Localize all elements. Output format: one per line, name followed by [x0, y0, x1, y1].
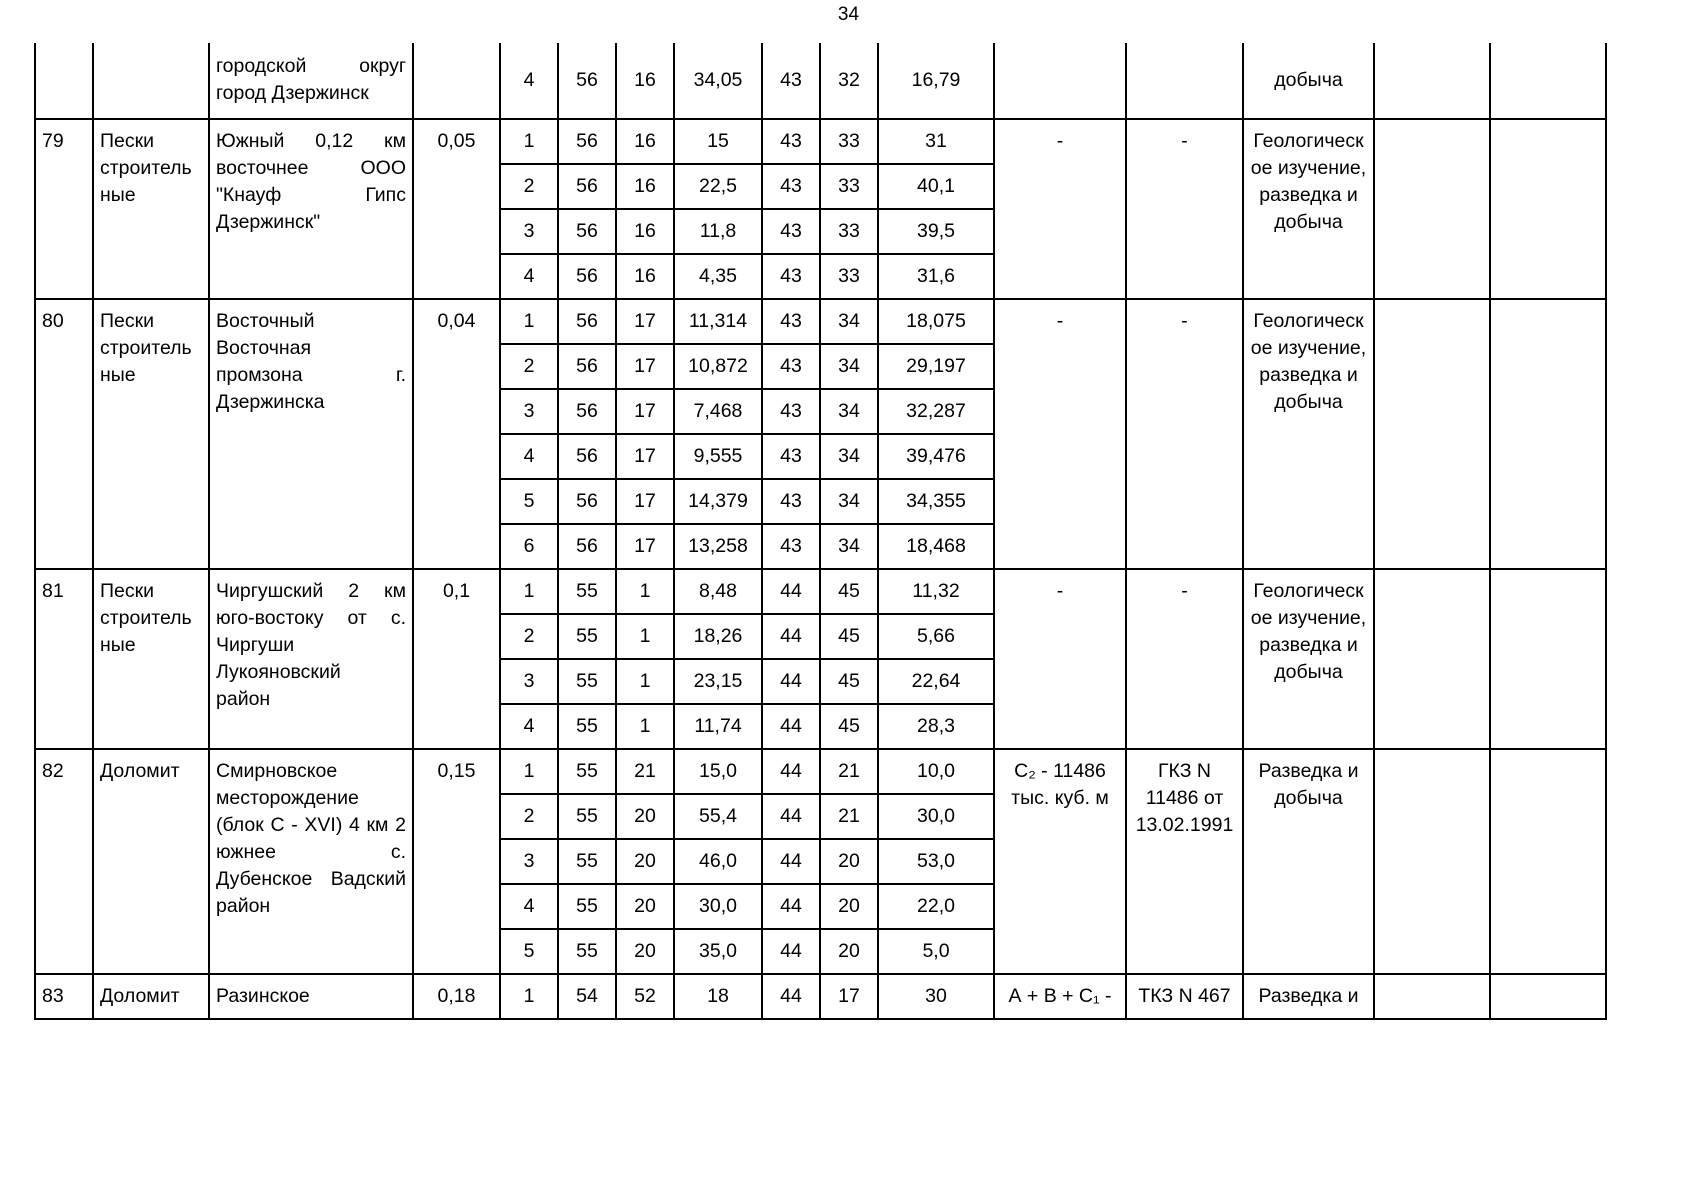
lat-seconds: 13,258: [674, 524, 762, 569]
mineral-deposits-table: [34, 43, 1607, 1020]
lon-minutes: 45: [820, 569, 878, 614]
point-number: 6: [500, 524, 558, 569]
approval-document: -: [1126, 119, 1243, 299]
lon-degrees: 44: [762, 794, 820, 839]
empty-cell: [1490, 749, 1606, 974]
lon-seconds: 31: [878, 119, 994, 164]
lat-minutes: 17: [616, 344, 674, 389]
deposit-name-line: городской округ: [216, 55, 406, 77]
lat-seconds: 14,379: [674, 479, 762, 524]
lon-minutes: 33: [820, 164, 878, 209]
lat-seconds: 35,0: [674, 929, 762, 974]
lat-degrees: 55: [558, 794, 616, 839]
area-value: 0,1: [413, 569, 500, 749]
lon-degrees: 44: [762, 614, 820, 659]
point-number: 5: [500, 929, 558, 974]
area-value: 0,04: [413, 299, 500, 569]
deposit-name-cell: [209, 749, 413, 974]
deposit-name-line: Чиргуши: [216, 634, 295, 656]
lat-seconds: 10,872: [674, 344, 762, 389]
deposit-name: [216, 128, 406, 236]
lon-minutes: 20: [820, 884, 878, 929]
point-number: 4: [500, 254, 558, 299]
lat-degrees: 55: [558, 569, 616, 614]
point-number: 4: [500, 704, 558, 749]
usage-purpose: Геологическ ое изучение, разведка и добыча: [1243, 299, 1374, 569]
empty-cell: [1374, 119, 1490, 299]
lat-seconds: 11,8: [674, 209, 762, 254]
lon-minutes: 21: [820, 794, 878, 839]
lat-minutes: 17: [616, 389, 674, 434]
reserves: А + В + С₁ -: [994, 974, 1126, 1019]
lat-minutes: 1: [616, 569, 674, 614]
deposit-name-line: "Кнауф Гипс: [216, 184, 406, 206]
lat-degrees: 55: [558, 839, 616, 884]
page-number: 34: [837, 4, 860, 25]
lat-seconds: 18: [674, 974, 762, 1019]
lon-minutes: 33: [820, 254, 878, 299]
deposit-name-line: восточнее ООО: [216, 157, 406, 179]
point-number: 3: [500, 839, 558, 884]
lat-minutes: 20: [616, 884, 674, 929]
lat-degrees: 56: [558, 389, 616, 434]
deposit-name-line: Восточный: [216, 310, 315, 332]
entry-number: 82: [35, 749, 93, 974]
reserves: -: [994, 569, 1126, 749]
lat-seconds: 23,15: [674, 659, 762, 704]
mineral-type: Пески строитель ные: [93, 119, 209, 299]
lat-minutes: 20: [616, 839, 674, 884]
lat-minutes: 16: [616, 254, 674, 299]
lat-seconds: 46,0: [674, 839, 762, 884]
lat-minutes: 1: [616, 704, 674, 749]
lon-degrees: 44: [762, 659, 820, 704]
lon-minutes: 17: [820, 974, 878, 1019]
empty-cell: [1374, 43, 1490, 119]
approval-document: [1126, 43, 1243, 119]
lon-minutes: 34: [820, 344, 878, 389]
empty-cell: [1490, 299, 1606, 569]
lon-minutes: 45: [820, 659, 878, 704]
mineral-type: Пески строитель ные: [93, 569, 209, 749]
point-number: 5: [500, 479, 558, 524]
entry-number: 83: [35, 974, 93, 1019]
empty-cell: [1490, 974, 1606, 1019]
lat-seconds: 11,314: [674, 299, 762, 344]
area-value: [413, 43, 500, 119]
lat-degrees: 56: [558, 479, 616, 524]
deposit-name-line: Разинское: [216, 985, 310, 1007]
lat-degrees: 55: [558, 704, 616, 749]
deposit-name-line: юго-востоку от с.: [216, 607, 406, 629]
lat-minutes: 21: [616, 749, 674, 794]
lon-degrees: 43: [762, 524, 820, 569]
lat-minutes: 17: [616, 434, 674, 479]
point-number: 4: [500, 884, 558, 929]
lon-seconds: 16,79: [878, 43, 994, 119]
lat-seconds: 30,0: [674, 884, 762, 929]
lon-minutes: 34: [820, 389, 878, 434]
lon-degrees: 43: [762, 209, 820, 254]
lat-minutes: 20: [616, 794, 674, 839]
lat-degrees: 56: [558, 209, 616, 254]
mineral-type: Пески строитель ные: [93, 299, 209, 569]
lon-seconds: 53,0: [878, 839, 994, 884]
lon-degrees: 43: [762, 43, 820, 119]
approval-document: -: [1126, 299, 1243, 569]
lon-degrees: 43: [762, 299, 820, 344]
lat-degrees: 56: [558, 299, 616, 344]
empty-cell: [1374, 974, 1490, 1019]
lon-degrees: 44: [762, 884, 820, 929]
deposit-name: [216, 758, 406, 920]
entry-number: [35, 43, 93, 119]
lon-degrees: 44: [762, 929, 820, 974]
lat-degrees: 56: [558, 164, 616, 209]
area-value: 0,05: [413, 119, 500, 299]
point-number: 3: [500, 659, 558, 704]
approval-document: ТКЗ N 467: [1126, 974, 1243, 1019]
lon-degrees: 43: [762, 344, 820, 389]
lon-degrees: 43: [762, 389, 820, 434]
deposit-name-line: район: [216, 688, 271, 710]
lat-minutes: 16: [616, 209, 674, 254]
entry-number: 80: [35, 299, 93, 569]
point-number: 1: [500, 119, 558, 164]
lat-seconds: 15,0: [674, 749, 762, 794]
lon-degrees: 44: [762, 974, 820, 1019]
lon-seconds: 30,0: [878, 794, 994, 839]
lat-seconds: 55,4: [674, 794, 762, 839]
lon-degrees: 44: [762, 839, 820, 884]
lon-minutes: 34: [820, 299, 878, 344]
lon-seconds: 18,075: [878, 299, 994, 344]
lon-minutes: 33: [820, 119, 878, 164]
approval-document: ГКЗ N 11486 от 13.02.1991: [1126, 749, 1243, 974]
deposit-name-line: южнее с.: [216, 841, 406, 863]
lat-degrees: 56: [558, 43, 616, 119]
deposit-name-line: Дзержинск": [216, 211, 321, 233]
point-number: 4: [500, 43, 558, 119]
lon-seconds: 18,468: [878, 524, 994, 569]
lat-degrees: 56: [558, 524, 616, 569]
usage-purpose: Разведка и добыча: [1243, 749, 1374, 974]
deposit-name-line: Лукояновский: [216, 661, 341, 683]
lon-minutes: 20: [820, 839, 878, 884]
lon-seconds: 31,6: [878, 254, 994, 299]
area-value: 0,15: [413, 749, 500, 974]
point-number: 1: [500, 974, 558, 1019]
empty-cell: [1374, 299, 1490, 569]
lon-seconds: 39,476: [878, 434, 994, 479]
empty-cell: [1490, 569, 1606, 749]
table-row: [35, 749, 1606, 794]
reserves: -: [994, 119, 1126, 299]
table-row: [35, 43, 1606, 119]
lat-minutes: 20: [616, 929, 674, 974]
point-number: 2: [500, 794, 558, 839]
point-number: 1: [500, 749, 558, 794]
deposit-name-line: Чиргушский 2 км: [216, 580, 406, 602]
lon-minutes: 34: [820, 434, 878, 479]
lon-minutes: 34: [820, 479, 878, 524]
lat-degrees: 54: [558, 974, 616, 1019]
table-row: [35, 119, 1606, 164]
entry-number: 81: [35, 569, 93, 749]
point-number: 1: [500, 569, 558, 614]
deposit-name-cell: [209, 974, 413, 1019]
deposit-name-line: Дзержинска: [216, 391, 325, 413]
lat-minutes: 16: [616, 164, 674, 209]
lat-degrees: 56: [558, 119, 616, 164]
lon-minutes: 34: [820, 524, 878, 569]
lon-seconds: 28,3: [878, 704, 994, 749]
lat-degrees: 56: [558, 344, 616, 389]
table-row: [35, 569, 1606, 614]
deposit-name-cell: [209, 43, 413, 119]
usage-purpose: Геологическ ое изучение, разведка и добыча: [1243, 119, 1374, 299]
deposit-name: [216, 53, 406, 107]
lon-minutes: 32: [820, 43, 878, 119]
empty-cell: [1490, 119, 1606, 299]
lon-seconds: 22,64: [878, 659, 994, 704]
lon-seconds: 40,1: [878, 164, 994, 209]
point-number: 4: [500, 434, 558, 479]
lat-minutes: 17: [616, 299, 674, 344]
lat-minutes: 1: [616, 614, 674, 659]
usage-purpose: Разведка и: [1243, 974, 1374, 1019]
deposit-name-cell: [209, 299, 413, 569]
lat-degrees: 55: [558, 659, 616, 704]
deposit-name-cell: [209, 569, 413, 749]
deposit-name-line: город Дзержинск: [216, 82, 369, 104]
lon-seconds: 32,287: [878, 389, 994, 434]
table-row: [35, 299, 1606, 344]
lon-seconds: 5,0: [878, 929, 994, 974]
lon-minutes: 45: [820, 614, 878, 659]
empty-cell: [1374, 569, 1490, 749]
deposit-name-line: Дубенское Вадский: [216, 868, 406, 890]
lat-minutes: 16: [616, 119, 674, 164]
deposit-name-line: Восточная: [216, 337, 312, 359]
mineral-type: Доломит: [93, 974, 209, 1019]
point-number: 2: [500, 164, 558, 209]
lon-degrees: 43: [762, 254, 820, 299]
lat-minutes: 52: [616, 974, 674, 1019]
lat-seconds: 7,468: [674, 389, 762, 434]
lat-minutes: 17: [616, 524, 674, 569]
lon-seconds: 11,32: [878, 569, 994, 614]
entry-number: 79: [35, 119, 93, 299]
usage-purpose: Геологическ ое изучение, разведка и добыча: [1243, 569, 1374, 749]
point-number: 2: [500, 614, 558, 659]
empty-cell: [1374, 749, 1490, 974]
lon-seconds: 39,5: [878, 209, 994, 254]
lat-seconds: 34,05: [674, 43, 762, 119]
lat-seconds: 22,5: [674, 164, 762, 209]
lon-degrees: 43: [762, 164, 820, 209]
lat-degrees: 56: [558, 434, 616, 479]
lat-minutes: 17: [616, 479, 674, 524]
lat-minutes: 16: [616, 43, 674, 119]
lon-degrees: 43: [762, 479, 820, 524]
point-number: 1: [500, 299, 558, 344]
deposit-name-line: Южный 0,12 км: [216, 130, 406, 152]
approval-document: -: [1126, 569, 1243, 749]
mineral-type: Доломит: [93, 749, 209, 974]
lat-degrees: 55: [558, 749, 616, 794]
lon-seconds: 5,66: [878, 614, 994, 659]
deposit-name-line: (блок С - XVI) 4 км 2: [216, 814, 406, 836]
lat-seconds: 18,26: [674, 614, 762, 659]
deposit-name: [216, 308, 406, 416]
deposit-name-line: Смирновское: [216, 760, 338, 782]
lat-seconds: 4,35: [674, 254, 762, 299]
deposit-name: [216, 578, 406, 713]
lat-minutes: 1: [616, 659, 674, 704]
lon-seconds: 10,0: [878, 749, 994, 794]
deposit-name-line: район: [216, 895, 271, 917]
lat-degrees: 55: [558, 614, 616, 659]
deposit-name: [216, 983, 406, 1010]
lon-degrees: 44: [762, 749, 820, 794]
empty-cell: [1490, 43, 1606, 119]
lon-minutes: 45: [820, 704, 878, 749]
area-value: 0,18: [413, 974, 500, 1019]
lon-seconds: 34,355: [878, 479, 994, 524]
deposit-name-line: месторождение: [216, 787, 359, 809]
point-number: 3: [500, 389, 558, 434]
lat-degrees: 55: [558, 929, 616, 974]
lon-seconds: 22,0: [878, 884, 994, 929]
lon-minutes: 33: [820, 209, 878, 254]
lat-seconds: 15: [674, 119, 762, 164]
lon-minutes: 20: [820, 929, 878, 974]
lat-degrees: 55: [558, 884, 616, 929]
reserves: [994, 43, 1126, 119]
lat-seconds: 9,555: [674, 434, 762, 479]
lon-minutes: 21: [820, 749, 878, 794]
lon-degrees: 43: [762, 119, 820, 164]
lon-degrees: 44: [762, 704, 820, 749]
reserves: С₂ - 11486 тыс. куб. м: [994, 749, 1126, 974]
mineral-type: [93, 43, 209, 119]
lon-degrees: 43: [762, 434, 820, 479]
table-row: [35, 974, 1606, 1019]
point-number: 2: [500, 344, 558, 389]
usage-purpose: добыча: [1243, 43, 1374, 119]
deposit-name-line: промзона г.: [216, 364, 406, 386]
reserves: -: [994, 299, 1126, 569]
lon-seconds: 30: [878, 974, 994, 1019]
lat-seconds: 8,48: [674, 569, 762, 614]
lat-seconds: 11,74: [674, 704, 762, 749]
deposit-name-cell: [209, 119, 413, 299]
point-number: 3: [500, 209, 558, 254]
lon-seconds: 29,197: [878, 344, 994, 389]
lon-degrees: 44: [762, 569, 820, 614]
lat-degrees: 56: [558, 254, 616, 299]
